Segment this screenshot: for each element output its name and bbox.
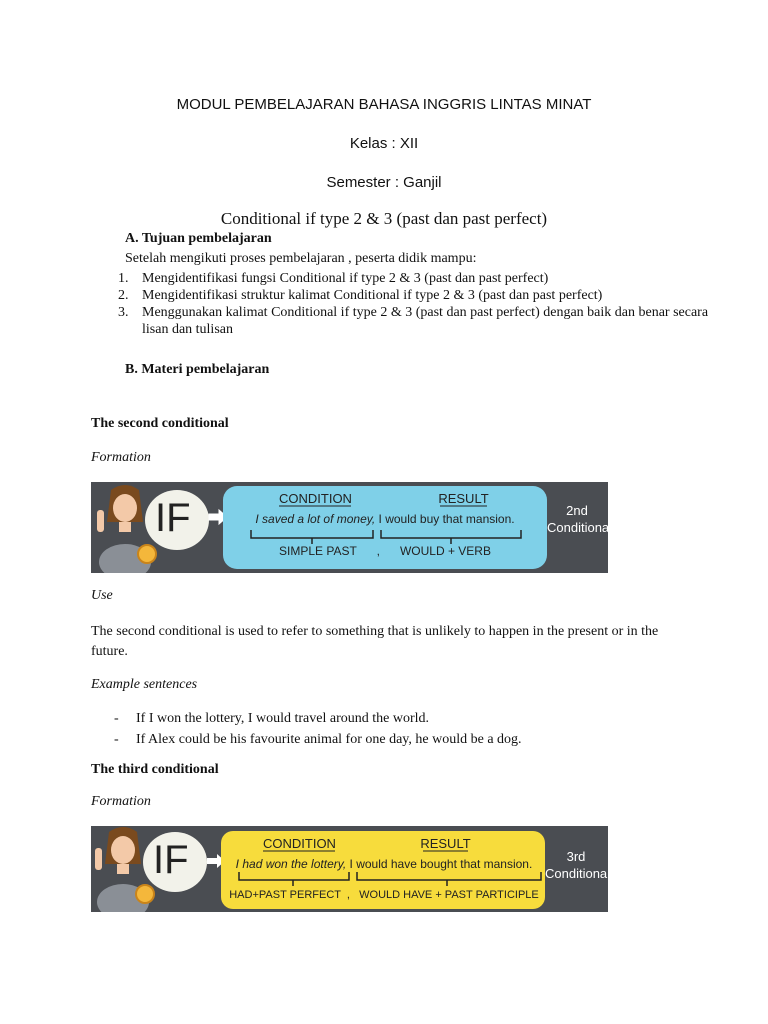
third-conditional-banner [91, 826, 611, 912]
example-text: If Alex could be his favourite animal for one day, he would be a dog. [136, 732, 522, 747]
objective-number: 1. [118, 271, 129, 286]
objective-text: Mengidentifikasi struktur kalimat Conditional if type 2 & 3 (past dan past perfect) [142, 288, 603, 303]
third-conditional-heading: The third conditional [91, 762, 219, 777]
bullet-dash: - [114, 732, 119, 747]
class-label: Kelas : XII [349, 135, 419, 152]
example-item [114, 729, 674, 750]
result-header: RESULT [420, 836, 471, 851]
second-formation-label: Formation [91, 450, 151, 465]
objectives-list [118, 270, 718, 338]
condition-part: I had won the lottery, [235, 857, 347, 871]
section-b-heading: B. Materi pembelajaran [125, 362, 270, 377]
conditional-tag [547, 502, 613, 536]
example-item [114, 708, 674, 729]
objective-text: Menggunakan kalimat Conditional if type 2 & 3 (past dan past perfect) dengan baik dan benar secara lisan dan tulisan [142, 305, 709, 337]
result-part: I would have bought that mansion. [346, 857, 533, 871]
if-label: IF [155, 496, 191, 540]
section-a-heading: A. Tujuan pembelajaran [125, 231, 272, 246]
bullet-dash: - [114, 711, 119, 726]
second-conditional-heading: The second conditional [91, 416, 229, 431]
example-sentence [229, 512, 541, 526]
use-label: Use [91, 588, 113, 603]
tag-line-2: Conditional [547, 520, 613, 535]
use-description: The second conditional is used to refer to something that is unlikely to happen in the present or in the future. [91, 624, 659, 659]
tag-line-1: 2nd [566, 503, 588, 518]
conditional-tag [545, 848, 611, 882]
objective-item [118, 304, 718, 338]
condition-part: I saved a lot of money, [255, 512, 376, 526]
tag-line-2: Conditional [545, 866, 611, 881]
lesson-title: Conditional if type 2 & 3 (past dan past perfect) [220, 209, 548, 228]
example-text: If I won the lottery, I would travel around the world. [136, 711, 430, 726]
semester-label: Semester : Ganjil [326, 174, 442, 191]
if-label: IF [153, 838, 189, 882]
section-a-intro: Setelah mengikuti proses pembelajaran , peserta didik mampu: [125, 251, 477, 266]
second-conditional-banner [91, 482, 613, 573]
objective-number: 2. [118, 288, 129, 303]
condition-header: CONDITION [263, 836, 336, 851]
tag-line-1: 3rd [566, 849, 586, 864]
objective-number: 3. [118, 305, 129, 320]
example-sentences-label: Example sentences [91, 677, 198, 692]
examples-list [114, 708, 674, 750]
structure-formula: SIMPLE PAST , WOULD + VERB [279, 544, 491, 558]
module-title: MODUL PEMBELAJARAN BAHASA INGGRIS LINTAS MINAT [176, 96, 592, 113]
result-part: I would buy that mansion. [375, 512, 515, 526]
objective-item [118, 287, 718, 304]
example-sentence [225, 857, 543, 871]
third-formation-label: Formation [91, 794, 151, 809]
result-header: RESULT [438, 491, 489, 506]
structure-formula: HAD+PAST PERFECT , WOULD HAVE + PAST PARTICIPLE [229, 889, 539, 901]
condition-header: CONDITION [279, 491, 352, 506]
objective-text: Mengidentifikasi fungsi Conditional if type 2 & 3 (past dan past perfect) [142, 271, 549, 286]
objective-item [118, 270, 718, 287]
